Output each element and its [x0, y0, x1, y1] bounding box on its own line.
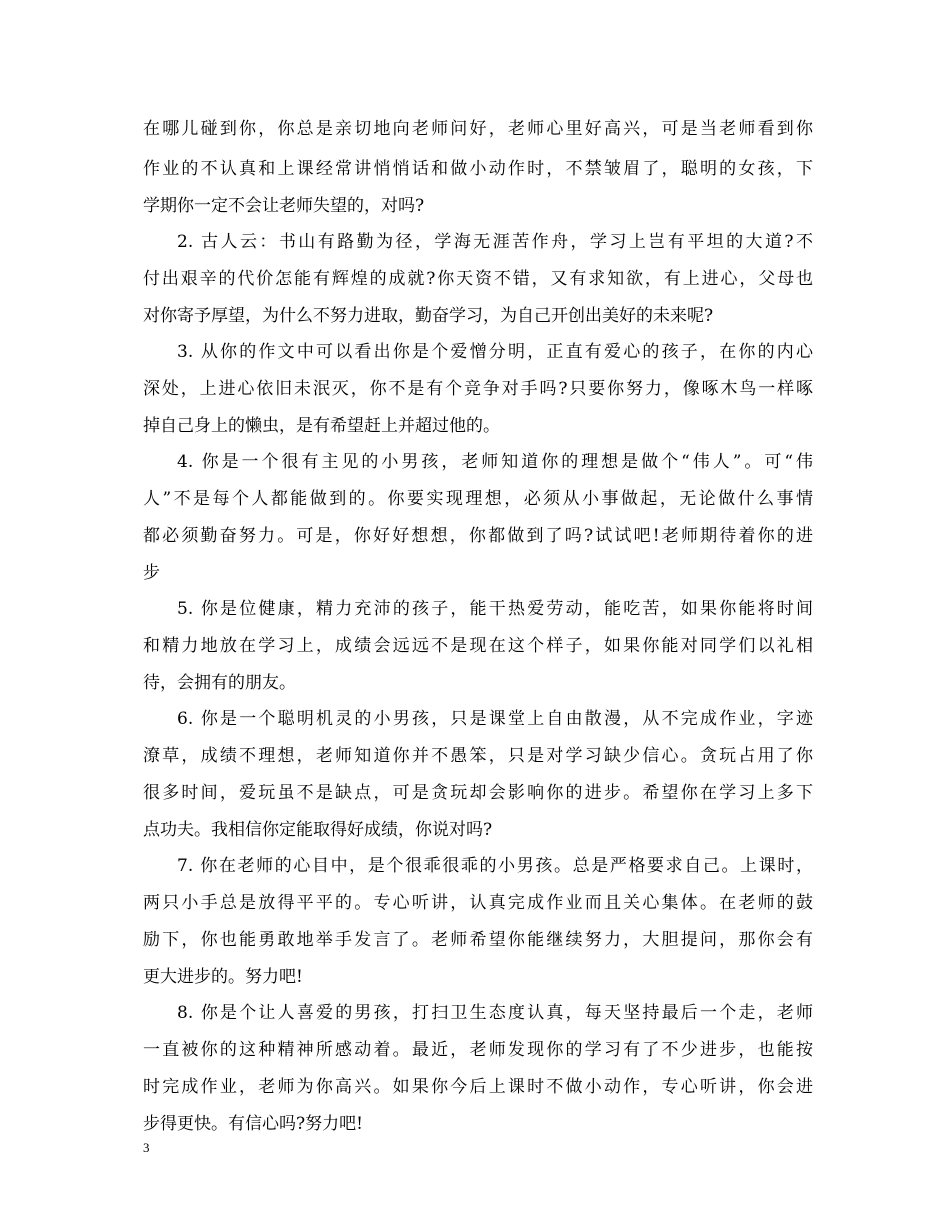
- text-line: 很多时间，爱玩虽不是缺点，可是贪玩却会影响你的进步。希望你在学习上多下: [143, 783, 813, 803]
- text-line: 3. 从你的作文中可以看出你是个爱憎分明，正直有爱心的孩子，在你的内心: [177, 342, 813, 362]
- text-line: 学期你一定不会让老师失望的，对吗?: [143, 196, 425, 216]
- text-line: 潦草，成绩不理想，老师知道你并不愚笨，只是对学习缺少信心。贪玩占用了你: [143, 746, 813, 766]
- text-line: 在哪儿碰到你，你总是亲切地向老师问好，老师心里好高兴，可是当老师看到你: [143, 119, 813, 139]
- text-line: 7. 你在老师的心目中，是个很乖很乖的小男孩。总是严格要求自己。上课时，: [177, 856, 813, 876]
- page-number: 3: [143, 1140, 150, 1155]
- text-line: 对你寄予厚望，为什么不努力进取，勤奋学习，为自己开创出美好的未来呢?: [143, 306, 714, 326]
- text-line: 步: [143, 563, 160, 583]
- text-line: 和精力地放在学习上，成绩会远远不是现在这个样子，如果你能对同学们以礼相: [143, 636, 813, 656]
- text-line: 付出艰辛的代价怎能有辉煌的成就?你天资不错，又有求知欲，有上进心，父母也: [143, 269, 813, 289]
- text-line: 人”不是每个人都能做到的。你要实现理想，必须从小事做起，无论做什么事情: [143, 489, 813, 509]
- text-line: 更大进步的。努力吧!: [143, 967, 303, 987]
- text-line: 2. 古人云：书山有路勤为径，学海无涯苦作舟，学习上岂有平坦的大道?不: [177, 232, 813, 252]
- text-line: 待，会拥有的朋友。: [143, 673, 296, 693]
- text-line: 一直被你的这种精神所感动着。最近，老师发现你的学习有了不少进步，也能按: [143, 1040, 813, 1060]
- text-line: 时完成作业，老师为你高兴。如果你今后上课时不做小动作，专心听讲，你会进: [143, 1077, 813, 1097]
- text-line: 都必须勤奋努力。可是，你好好想想，你都做到了吗?试试吧!老师期待着你的进: [143, 526, 813, 546]
- text-line: 掉自己身上的懒虫，是有希望赶上并超过他的。: [143, 416, 500, 436]
- text-line: 励下，你也能勇敢地举手发言了。老师希望你能继续努力，大胆提问，那你会有: [143, 930, 813, 950]
- text-line: 步得更快。有信心吗?努力吧!: [143, 1114, 363, 1134]
- text-line: 5. 你是位健康，精力充沛的孩子，能干热爱劳动，能吃苦，如果你能将时间: [177, 599, 813, 619]
- text-line: 深处，上进心依旧未泯灭，你不是有个竞争对手吗?只要你努力，像啄木鸟一样啄: [143, 379, 813, 399]
- text-line: 作业的不认真和上课经常讲悄悄话和做小动作时，不禁皱眉了，聪明的女孩，下: [143, 159, 813, 179]
- text-line: 6. 你是一个聪明机灵的小男孩，只是课堂上自由散漫，从不完成作业，字迹: [177, 709, 813, 729]
- text-line: 两只小手总是放得平平的。专心听讲，认真完成作业而且关心集体。在老师的鼓: [143, 893, 813, 913]
- text-line: 8. 你是个让人喜爱的男孩，打扫卫生态度认真，每天坚持最后一个走，老师: [177, 1003, 813, 1023]
- text-line: 4. 你是一个很有主见的小男孩，老师知道你的理想是做个“伟人”。可“伟: [177, 452, 813, 472]
- text-line: 点功夫。我相信你定能取得好成绩，你说对吗?: [143, 820, 493, 840]
